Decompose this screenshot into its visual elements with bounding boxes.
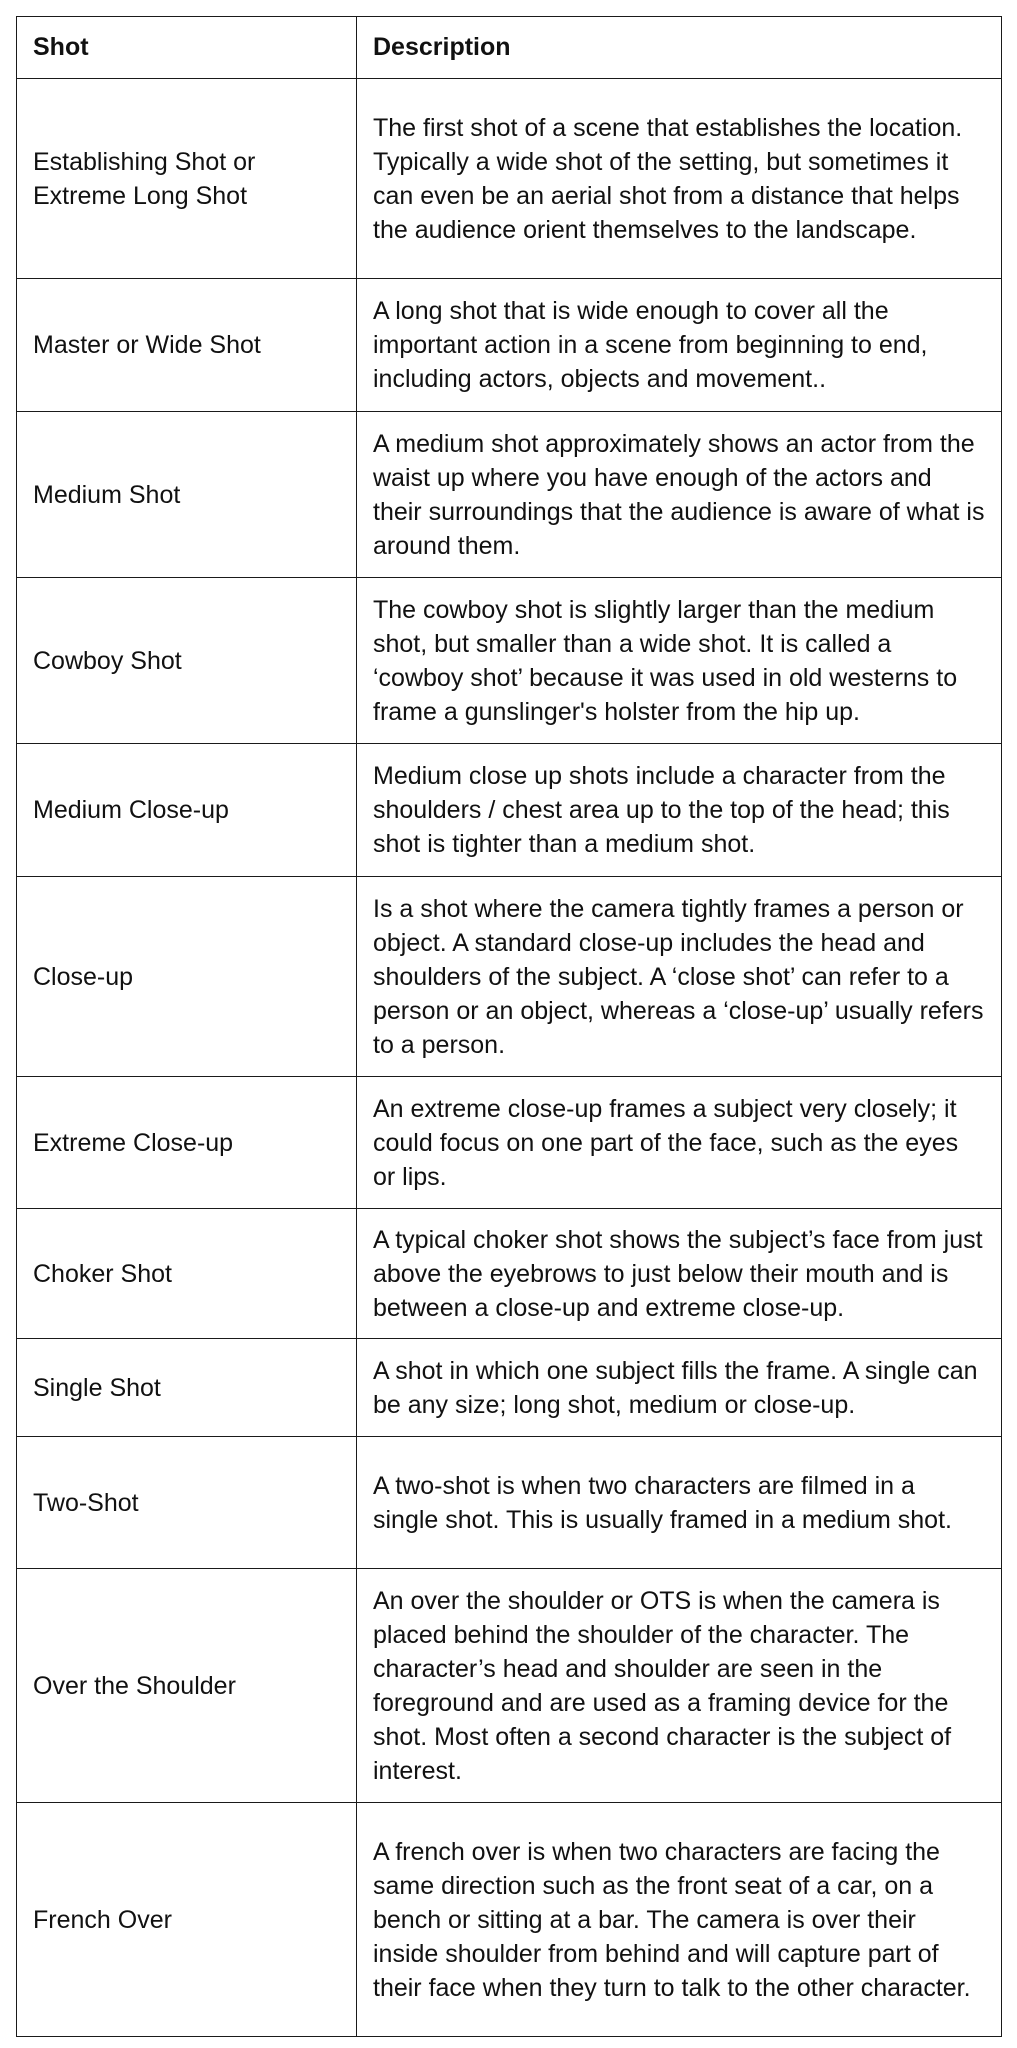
shot-description: An over the shoulder or OTS is when the camera is placed behind the shoulder of the character. The character’s head and shoulder are seen in the foreground and are used as a framing device for the shot. Most often a second character is the subject of interest. xyxy=(357,1569,1002,1803)
shot-name: Establishing Shot or Extreme Long Shot xyxy=(17,79,357,279)
shot-description: The first shot of a scene that establishes the location. Typically a wide shot of the setting, but sometimes it can even be an aerial shot from a distance that helps the audience orient themselves to the landscape. xyxy=(357,79,1002,279)
table-row xyxy=(17,279,1002,412)
header-shot: Shot xyxy=(17,17,357,79)
shot-name: Medium Close-up xyxy=(17,744,357,877)
shot-name: Single Shot xyxy=(17,1339,357,1437)
shot-description: Is a shot where the camera tightly frames a person or object. A standard close-up includes the head and shoulders of the subject. A ‘close shot’ can refer to a person or an object, whereas a ‘close-up’ usually refers to a person. xyxy=(357,877,1002,1077)
shot-name: Extreme Close-up xyxy=(17,1077,357,1209)
shot-description: The cowboy shot is slightly larger than the medium shot, but smaller than a wide shot. It is called a ‘cowboy shot’ because it was used in old westerns to frame a gunslinger's holster from the hip up. xyxy=(357,578,1002,744)
table-row xyxy=(17,1569,1002,1803)
shot-description: A long shot that is wide enough to cover all the important action in a scene from beginning to end, including actors, objects and movement.. xyxy=(357,279,1002,412)
table-row xyxy=(17,412,1002,578)
table-header-row xyxy=(17,17,1002,79)
shot-name: Cowboy Shot xyxy=(17,578,357,744)
shot-name: Choker Shot xyxy=(17,1209,357,1339)
shot-name: French Over xyxy=(17,1803,357,2037)
table-row xyxy=(17,744,1002,877)
table-row xyxy=(17,1339,1002,1437)
shot-name: Medium Shot xyxy=(17,412,357,578)
shot-types-table-container xyxy=(16,16,1001,2037)
table-row xyxy=(17,1209,1002,1339)
header-description: Description xyxy=(357,17,1002,79)
shot-name: Close-up xyxy=(17,877,357,1077)
table-row xyxy=(17,1077,1002,1209)
shot-description: An extreme close-up frames a subject very closely; it could focus on one part of the face, such as the eyes or lips. xyxy=(357,1077,1002,1209)
shot-description: A medium shot approximately shows an actor from the waist up where you have enough of the actors and their surroundings that the audience is aware of what is around them. xyxy=(357,412,1002,578)
shot-description: A two-shot is when two characters are filmed in a single shot. This is usually framed in a medium shot. xyxy=(357,1437,1002,1569)
shot-description: A typical choker shot shows the subject’s face from just above the eyebrows to just below their mouth and is between a close-up and extreme close-up. xyxy=(357,1209,1002,1339)
shot-description: A shot in which one subject fills the frame. A single can be any size; long shot, medium or close-up. xyxy=(357,1339,1002,1437)
table-row xyxy=(17,578,1002,744)
shot-description: A french over is when two characters are facing the same direction such as the front seat of a car, on a bench or sitting at a bar. The camera is over their inside shoulder from behind and will capture part of their face when they turn to talk to the other character. xyxy=(357,1803,1002,2037)
shot-types-table xyxy=(16,16,1002,2037)
shot-name: Master or Wide Shot xyxy=(17,279,357,412)
table-row xyxy=(17,1437,1002,1569)
table-row xyxy=(17,79,1002,279)
shot-name: Two-Shot xyxy=(17,1437,357,1569)
table-row xyxy=(17,877,1002,1077)
shot-name: Over the Shoulder xyxy=(17,1569,357,1803)
table-row xyxy=(17,1803,1002,2037)
shot-description: Medium close up shots include a character from the shoulders / chest area up to the top of the head; this shot is tighter than a medium shot. xyxy=(357,744,1002,877)
